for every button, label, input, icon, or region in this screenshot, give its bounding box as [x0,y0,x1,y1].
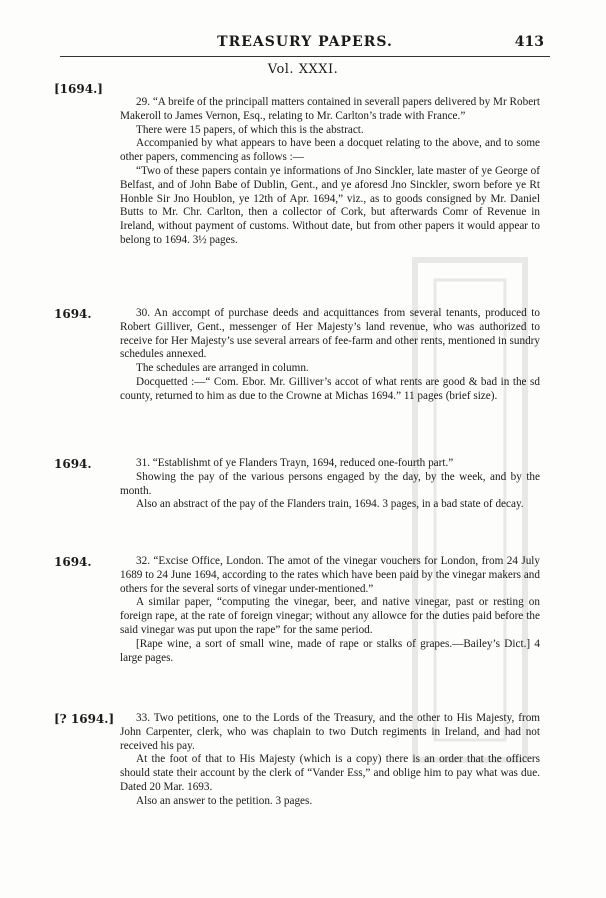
entry-date: 1694. [54,307,92,321]
entry-paragraph: There were 15 papers, of which this is the abstract. [136,123,364,136]
entry-paragraph: Also an abstract of the pay of the Flanders train, 1694. 3 pages, in a bad state of decay. [136,498,524,511]
entry-paragraph: “Two of these papers contain ye informations of Jno Sinckler, late master of ye George of Belfast, and of John Babe of Dublin, Gent., and ye aforesd Jno Sinckler, sworn before ye Rt Honble Sir Jno Houblon, ye 12th of Apr. 1694,” viz., as to goods consigned by Mr. Daniel Butts to Mr. Chr. Carlton, then a collector of Cork, but afterwards Comr of Revenue in Ireland, without payment of customs. Without date, but from other papers it would appear to belong to 1694. 3½ pages. [120,164,540,246]
entry-paragraph: Accompanied by what appears to have been a docquet relating to the above, and to some other papers, commencing as follows :— [120,137,540,164]
running-head-title: TREASURY PAPERS. [217,34,393,50]
entry-date: [? 1694.] [54,712,115,726]
entry-paragraph: Showing the pay of the various persons engaged by the day, by the week, and by the month. [120,470,540,497]
entry-paragraph: 32. “Excise Office, London. The amot of the vinegar vouchers for London, from 24 July 1689 to 24 June 1694, according to the rates which have been paid by the vinegar makers and others for the several sorts of vinegar under-mentioned.” [120,555,540,595]
page-number: 413 [514,34,544,50]
entry-paragraph: 29. “A breife of the principall matters contained in severall papers delivered by Mr Robert Makeroll to James Vernon, Esq., relating to Mr. Carlton’s trade with France.” [120,96,540,122]
entry-paragraph: A similar paper, “computing the vinegar, beer, and native vinegar, past or resting on foreign rape, at the rate of foreign vinegar; without any allowce for the duties paid before the said vinegar was put upon the rape” for the same period. [120,596,540,636]
entry-paragraph: Docquetted :—“ Com. Ebor. Mr. Gilliver’s accot of what rents are good & bad in the sd county, returned to him as due to the Crowne at Michas 1694.” 11 pages (brief size). [120,375,540,402]
entry-paragraph: At the foot of that to His Majesty (which is a copy) there is an order that the officers should state their account by the clerk of “Vander Ess,” and oblige him to pay what was due. Dated 20 Mar. 1693. [120,753,540,793]
entry-paragraph: Also an answer to the petition. 3 pages. [136,794,313,807]
entry-paragraph: 30. An accompt of purchase deeds and acquittances from several tenants, produced to Robert Gilliver, Gent., messenger of Her Majesty’s land revenue, who was authorized to receive for Her Majesty’s use several arrears of fee-farm and other rents, mentioned in sundry schedules annexed. [120,307,540,361]
entry-date: 1694. [54,457,92,471]
entry-body [120,457,540,512]
entry-paragraph: 31. “Establishmt of ye Flanders Trayn, 1694, reduced one-fourth part.” [136,457,454,469]
entry-paragraph: 33. Two petitions, one to the Lords of the Treasury, and the other to His Majesty, from John Carpenter, clerk, who was chaplain to two Dutch regiments in Ireland, and had not received his pay. [120,712,540,752]
entry-date: 1694. [54,555,92,569]
running-head [60,34,550,57]
entry-body [120,307,540,404]
entry-body [120,555,540,665]
entry-body [120,96,540,248]
volume-heading: Vol. XXXI. [267,62,339,77]
entry-paragraph: [Rape wine, a sort of small wine, made of rape or stalks of grapes.—Bailey’s Dict.] 4 large pages. [120,637,540,664]
entry-body [120,712,540,809]
entry-date: [1694.] [54,82,103,96]
entry-paragraph: The schedules are arranged in column. [136,362,309,375]
